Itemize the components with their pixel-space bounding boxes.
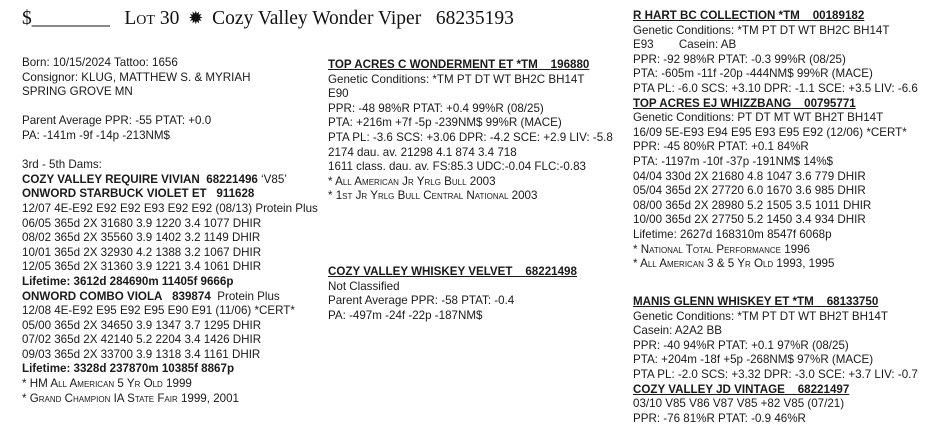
- sire-award: * All American Jr Yrlg Bull 2003: [328, 174, 496, 188]
- maternal-gd-name: COZY VALLEY JD VINTAGE: [633, 382, 785, 396]
- sire-line: E90: [328, 87, 349, 101]
- star-icon: ✹: [188, 8, 204, 28]
- paternal-gs-score: E93: [633, 38, 654, 52]
- dam-4-title: [22, 187, 322, 202]
- location-line: SPRING GROVE MN: [22, 85, 133, 99]
- paternal-gs-line: Genetic Conditions: *TM PT DT WT BH2C BH14T: [633, 23, 890, 37]
- maternal-gs-line: PTA PL: -2.0 SCS: +3.32 DPR: -3.0 SCE: +3.7 LIV: -0.7: [633, 367, 918, 381]
- dam-4-reg: 911628: [216, 187, 255, 201]
- maternal-gs-line: Casein: A2A2 BB: [633, 324, 722, 338]
- paternal-gd-name: TOP ACRES EJ WHIZZBANG: [633, 96, 792, 110]
- maternal-column: [633, 295, 938, 426]
- sire-line: 1611 class. dau. av. FS:85.3 UDC:-0.04 FLC:-0.83: [328, 160, 586, 174]
- consignor-line: Consignor: KLUG, MATTHEW S. & MYRIAH: [22, 70, 251, 84]
- paternal-gd-line: 16/09 5E-E93 E94 E95 E93 E95 E92 (12/06) *CERT*: [633, 125, 907, 139]
- sire-award: * 1st Jr Yrlg Bull Central National 2003: [328, 189, 538, 203]
- maternal-gd-title: [633, 383, 938, 398]
- dam-4-line: 06/05 365d 2X 31680 3.9 1220 3.4 1077 DHIR: [22, 216, 262, 230]
- sire-title: [328, 58, 618, 73]
- catalog-header: [22, 8, 514, 30]
- dam-reg: 68221498: [525, 265, 577, 278]
- maternal-gd-line: PPR: -76 81%R PTAT: -0.9 46%R: [633, 411, 806, 425]
- paternal-gd-line: 10/00 365d 2X 27750 5.2 1450 3.4 934 DHIR: [633, 213, 866, 227]
- dam-5-lifetime: Lifetime: 3328d 237870m 10385f 8867p: [22, 362, 235, 376]
- maternal-gs-title: [633, 295, 938, 310]
- dam-line: Not Classified: [328, 279, 400, 293]
- dam-name: COZY VALLEY WHISKEY VELVET: [328, 265, 513, 278]
- paternal-gd-line: 05/04 365d 2X 27720 6.0 1670 3.6 985 DHIR: [633, 184, 866, 198]
- paternal-gs-casein: Casein: AB: [678, 38, 737, 52]
- paternal-gd-line: 08/00 365d 2X 28980 5.2 1505 3.5 1011 DHIR: [633, 198, 872, 212]
- lot-number: Lot 30: [124, 8, 180, 29]
- dam-3-title: [22, 173, 322, 188]
- dam-4-name: ONWORD STARBUCK VIOLET ET: [22, 187, 207, 201]
- dam-5-line: 07/02 365d 2X 42140 5.2 2204 3.4 1426 DHIR: [22, 333, 262, 347]
- sire-line: Genetic Conditions: *TM PT DT WT BH2C BH14T: [328, 72, 585, 86]
- dam-4-line: 08/02 365d 2X 35560 3.9 1402 3.2 1149 DHIR: [22, 231, 261, 245]
- paternal-gd-reg: 00795771: [804, 96, 856, 110]
- dam-4-line: 12/05 365d 2X 31360 3.9 1221 3.4 1061 DHIR: [22, 260, 262, 274]
- paternal-gs-score-line: [633, 38, 938, 53]
- dam-5-award: * Grand Champion IA State Fair 1999, 2001: [22, 391, 239, 405]
- paternal-gd-award: * National Total Performance 1996: [633, 242, 810, 256]
- dam-5-name: ONWORD COMBO VIOLA: [22, 289, 163, 303]
- maternal-gd-reg: 68221497: [797, 382, 850, 396]
- dam-5-extra: Protein Plus: [217, 289, 280, 303]
- sire-line: PTA PL: -3.6 SCS: +3.06 DPR: -4.2 SCE: +2.9 LIV: -5.8: [328, 130, 613, 144]
- dam-5-award: * HM All American 5 Yr Old 1999: [22, 377, 192, 391]
- sire-name: TOP ACRES C WONDERMENT ET *TM: [328, 58, 538, 71]
- dam-3-name: COZY VALLEY REQUIRE VIVIAN: [22, 172, 200, 186]
- paternal-gs-line: PTA: -605m -11f -20p -444NM$ 99%R (MACE): [633, 67, 873, 81]
- sire-line: PPR: -48 98%R PTAT: +0.4 99%R (08/25): [328, 101, 544, 115]
- dam-5-line: 12/08 4E-E92 E95 E92 E95 E90 E91 (11/06) *CERT*: [22, 304, 295, 318]
- sire-column: [328, 58, 618, 204]
- subject-column: [22, 56, 322, 406]
- paternal-gd-line: Genetic Conditions: PT DT MT WT BH2T BH14T: [633, 111, 884, 125]
- price-blank: $________: [22, 8, 110, 29]
- sire-line: 2174 dau. av. 21298 4.1 874 3.4 718: [328, 145, 517, 159]
- dams-heading: 3rd - 5th Dams:: [22, 158, 102, 172]
- dam-5-reg: 839874: [172, 289, 211, 303]
- paternal-gd-award: * All American 3 & 5 Yr Old 1993, 1995: [633, 257, 835, 271]
- dam-3-reg: 68221496: [206, 172, 258, 186]
- dam-3-score: ‘V85’: [261, 172, 287, 186]
- paternal-gd-line: 04/04 330d 2X 21680 4.8 1047 3.6 779 DHIR: [633, 169, 866, 183]
- paternal-gd-line: PTA: -1197m -10f -37p -191NM$ 14%$: [633, 154, 833, 168]
- maternal-gs-name: MANIS GLENN WHISKEY ET *TM: [633, 295, 814, 308]
- paternal-gd-line: Lifetime: 2627d 168310m 8547f 6068p: [633, 227, 832, 241]
- paternal-gd-title: [633, 97, 938, 112]
- maternal-gs-line: Genetic Conditions: *TM PT DT WT BH2T BH14T: [633, 309, 888, 323]
- maternal-gs-line: PTA: +204m -18f +5p -268NM$ 97%R (MACE): [633, 353, 874, 367]
- dam-4-line: 10/01 365d 2X 32930 4.2 1388 3.2 1067 DHIR: [22, 245, 262, 259]
- dam-line: Parent Average PPR: -58 PTAT: -0.4: [328, 294, 515, 308]
- paternal-gs-name: R HART BC COLLECTION *TM: [633, 9, 800, 22]
- sire-line: PTA: +216m +7f -5p -239NM$ 99%R (MACE): [328, 116, 562, 130]
- maternal-gd-line: 03/10 V85 V86 V87 V85 +82 V85 (07/21): [633, 397, 845, 411]
- paternal-gd-line: PPR: -45 80%R PTAT: +0.1 84%R: [633, 140, 809, 154]
- dam-column: [328, 265, 618, 323]
- maternal-gs-line: PPR: -40 94%R PTAT: +0.1 97%R (08/25): [633, 338, 849, 352]
- dam-5-line: 09/03 365d 2X 33700 3.9 1318 3.4 1161 DHIR: [22, 347, 261, 361]
- dam-title: [328, 265, 618, 280]
- paternal-gs-line: PPR: -92 98%R PTAT: -0.3 99%R (08/25): [633, 52, 846, 66]
- paternal-column: [633, 9, 938, 272]
- pa-line: PA: -141m -9f -14p -213NM$: [22, 128, 170, 142]
- dam-5-title: [22, 290, 322, 305]
- born-line: Born: 10/15/2024 Tattoo: 1656: [22, 56, 178, 69]
- dam-4-line: 12/07 4E-E92 E92 E92 E93 E92 E92 (08/13) Protein Plus: [22, 201, 318, 215]
- registration-number: 68235193: [435, 8, 514, 29]
- dam-5-line: 05/00 365d 2X 34650 3.9 1347 3.7 1295 DHIR: [22, 318, 262, 332]
- paternal-gs-line: PTA PL: -6.0 SCS: +3.10 DPR: -1.1 SCE: +3.5 LIV: -6.6: [633, 81, 918, 95]
- paternal-gs-title: [633, 9, 938, 24]
- sire-reg: 196880: [550, 58, 590, 71]
- dam-line: PA: -497m -24f -22p -187NM$: [328, 308, 483, 322]
- parent-average-line: Parent Average PPR: -55 PTAT: +0.0: [22, 114, 212, 128]
- dam-4-lifetime: Lifetime: 3612d 284690m 11405f 9666p: [22, 274, 234, 288]
- maternal-gs-reg: 68133750: [826, 295, 879, 308]
- animal-name: Cozy Valley Wonder Viper: [212, 8, 422, 29]
- paternal-gs-reg: 00189182: [812, 9, 865, 22]
